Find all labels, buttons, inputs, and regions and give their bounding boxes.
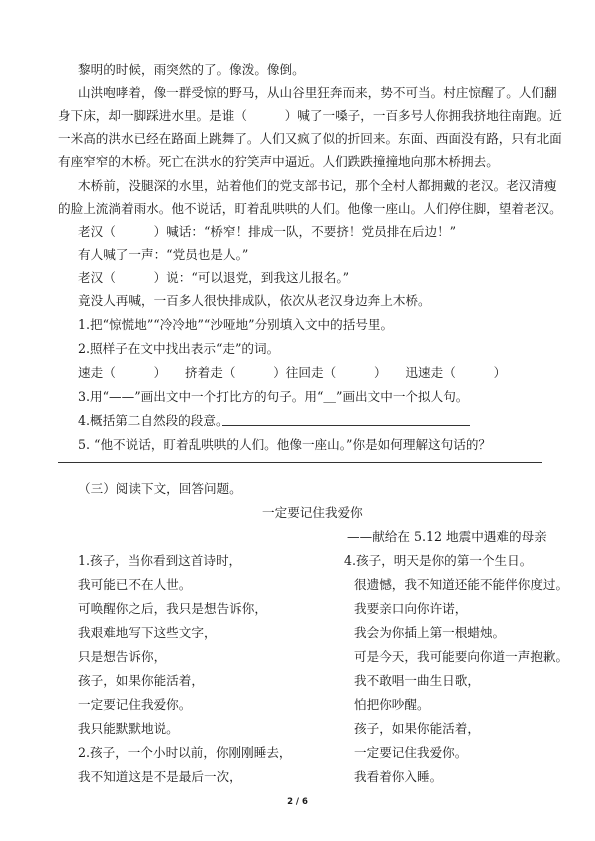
poem-left-line: 1.孩子，当你看到这首诗时， <box>78 553 242 568</box>
poem-subtitle: ——献给在 5.12 地震中遇难的母亲 <box>347 529 547 544</box>
poem-right-line: 我会为你插上第一根蜡烛。 <box>354 625 506 640</box>
section-3-heading: （三）阅读下文，回答问题。 <box>78 481 242 496</box>
story-paragraph-2-line-2: 身下床，却一脚踩进水里。是谁（ ）喊了一嗓子，一百多号人你拥我挤地往南跑。近 <box>58 108 562 123</box>
poem-right-line: 很遗憾，我不知道还能不能伴你度过。 <box>354 577 569 592</box>
story-paragraph-1: 黎明的时候，雨突然的了。像泼。像倒。 <box>78 62 305 77</box>
question-4: 4.概括第二自然段的段意。 <box>78 413 229 428</box>
story-paragraph-6: 老汉（ ）说：“可以退党，到我这儿报名。” <box>78 270 350 285</box>
poem-left-line: 孩子，如果你能活着， <box>78 673 204 688</box>
question-2: 2.照样子在文中找出表示“走”的词。 <box>78 341 280 356</box>
poem-right-line: 可是今天，我可能要向你道一声抱歉。 <box>354 649 569 664</box>
story-paragraph-2-line-3: 一米高的洪水已经在路面上跳舞了。人们又疯了似的折回来。东面、西面没有路，只有北面 <box>58 131 562 146</box>
poem-right-line: 孩子，如果你能活着， <box>354 721 480 736</box>
poem-left-line: 我不知道这是不是最后一次， <box>78 769 242 784</box>
story-paragraph-2-line-4: 有座窄窄的木桥。死亡在洪水的狞笑声中逼近。人们跌跌撞撞地向那木桥拥去。 <box>58 154 499 169</box>
question-2-blanks: 速走（ ） 挤着走（ ）往回走（ ） 迅速走（ ） <box>78 365 507 380</box>
poem-left-line: 我艰难地写下这些文字， <box>78 625 217 640</box>
poem-left-line: 可唤醒你之后，我只是想告诉你， <box>78 601 267 616</box>
poem-right-line: 怕把你吵醒。 <box>354 697 430 712</box>
answer-divider-line[interactable] <box>58 462 542 463</box>
poem-right-line: 我不敢唱一曲生日歌， <box>354 673 480 688</box>
poem-title: 一定要记住我爱你 <box>262 505 363 520</box>
question-5-text: 5. “他不说话，盯着乱哄哄的人们。他像一座山。”你是如何理解这句话的？ <box>78 437 492 452</box>
poem-right-line: 我看着你入睡。 <box>354 769 443 784</box>
story-paragraph-3-line-1: 木桥前，没腿深的水里，站着他们的党支部书记，那个全村人都拥戴的老汉。老汉清瘦 <box>78 178 557 193</box>
story-paragraph-4: 老汉（ ）喊话：“桥窄！排成一队，不要挤！党员排在后边！” <box>78 224 457 239</box>
poem-left-line: 我可能已不在人世。 <box>78 577 192 592</box>
poem-left-line: 只是想告诉你， <box>78 649 167 664</box>
poem-left-line: 2.孩子，一个小时以前，你刚刚睡去， <box>78 745 292 760</box>
poem-left-line: 一定要记住我爱你。 <box>78 697 192 712</box>
poem-left-line: 我只能默默地说。 <box>78 721 179 736</box>
poem-right-line: 我要亲口向你许诺， <box>354 601 468 616</box>
question-1: 1.把“惊慌地”“冷冷地”“沙哑地”分别填入文中的括号里。 <box>78 317 394 332</box>
question-3: 3.用“——”画出文中一个打比方的句子。用“＿”画出文中一个拟人句。 <box>78 389 469 404</box>
poem-right-line: 4.孩子，明天是你的第一个生日。 <box>344 553 533 568</box>
question-4-answer-line[interactable] <box>222 425 470 426</box>
story-paragraph-2-line-1: 山洪咆哮着，像一群受惊的野马，从山谷里狂奔而来，势不可当。村庄惊醒了。人们翻 <box>78 85 557 100</box>
story-paragraph-5: 有人喊了一声：“党员也是人。” <box>78 247 249 262</box>
page-number: 2 / 6 <box>287 797 308 807</box>
poem-right-line: 一定要记住我爱你。 <box>354 745 468 760</box>
story-paragraph-7: 竟没人再喊，一百多人很快排成队，依次从老汉身边奔上木桥。 <box>78 293 431 308</box>
story-paragraph-3-line-2: 的脸上流淌着雨水。他不说话，盯着乱哄哄的人们。他像一座山。人们停住脚，望着老汉。 <box>58 201 562 216</box>
